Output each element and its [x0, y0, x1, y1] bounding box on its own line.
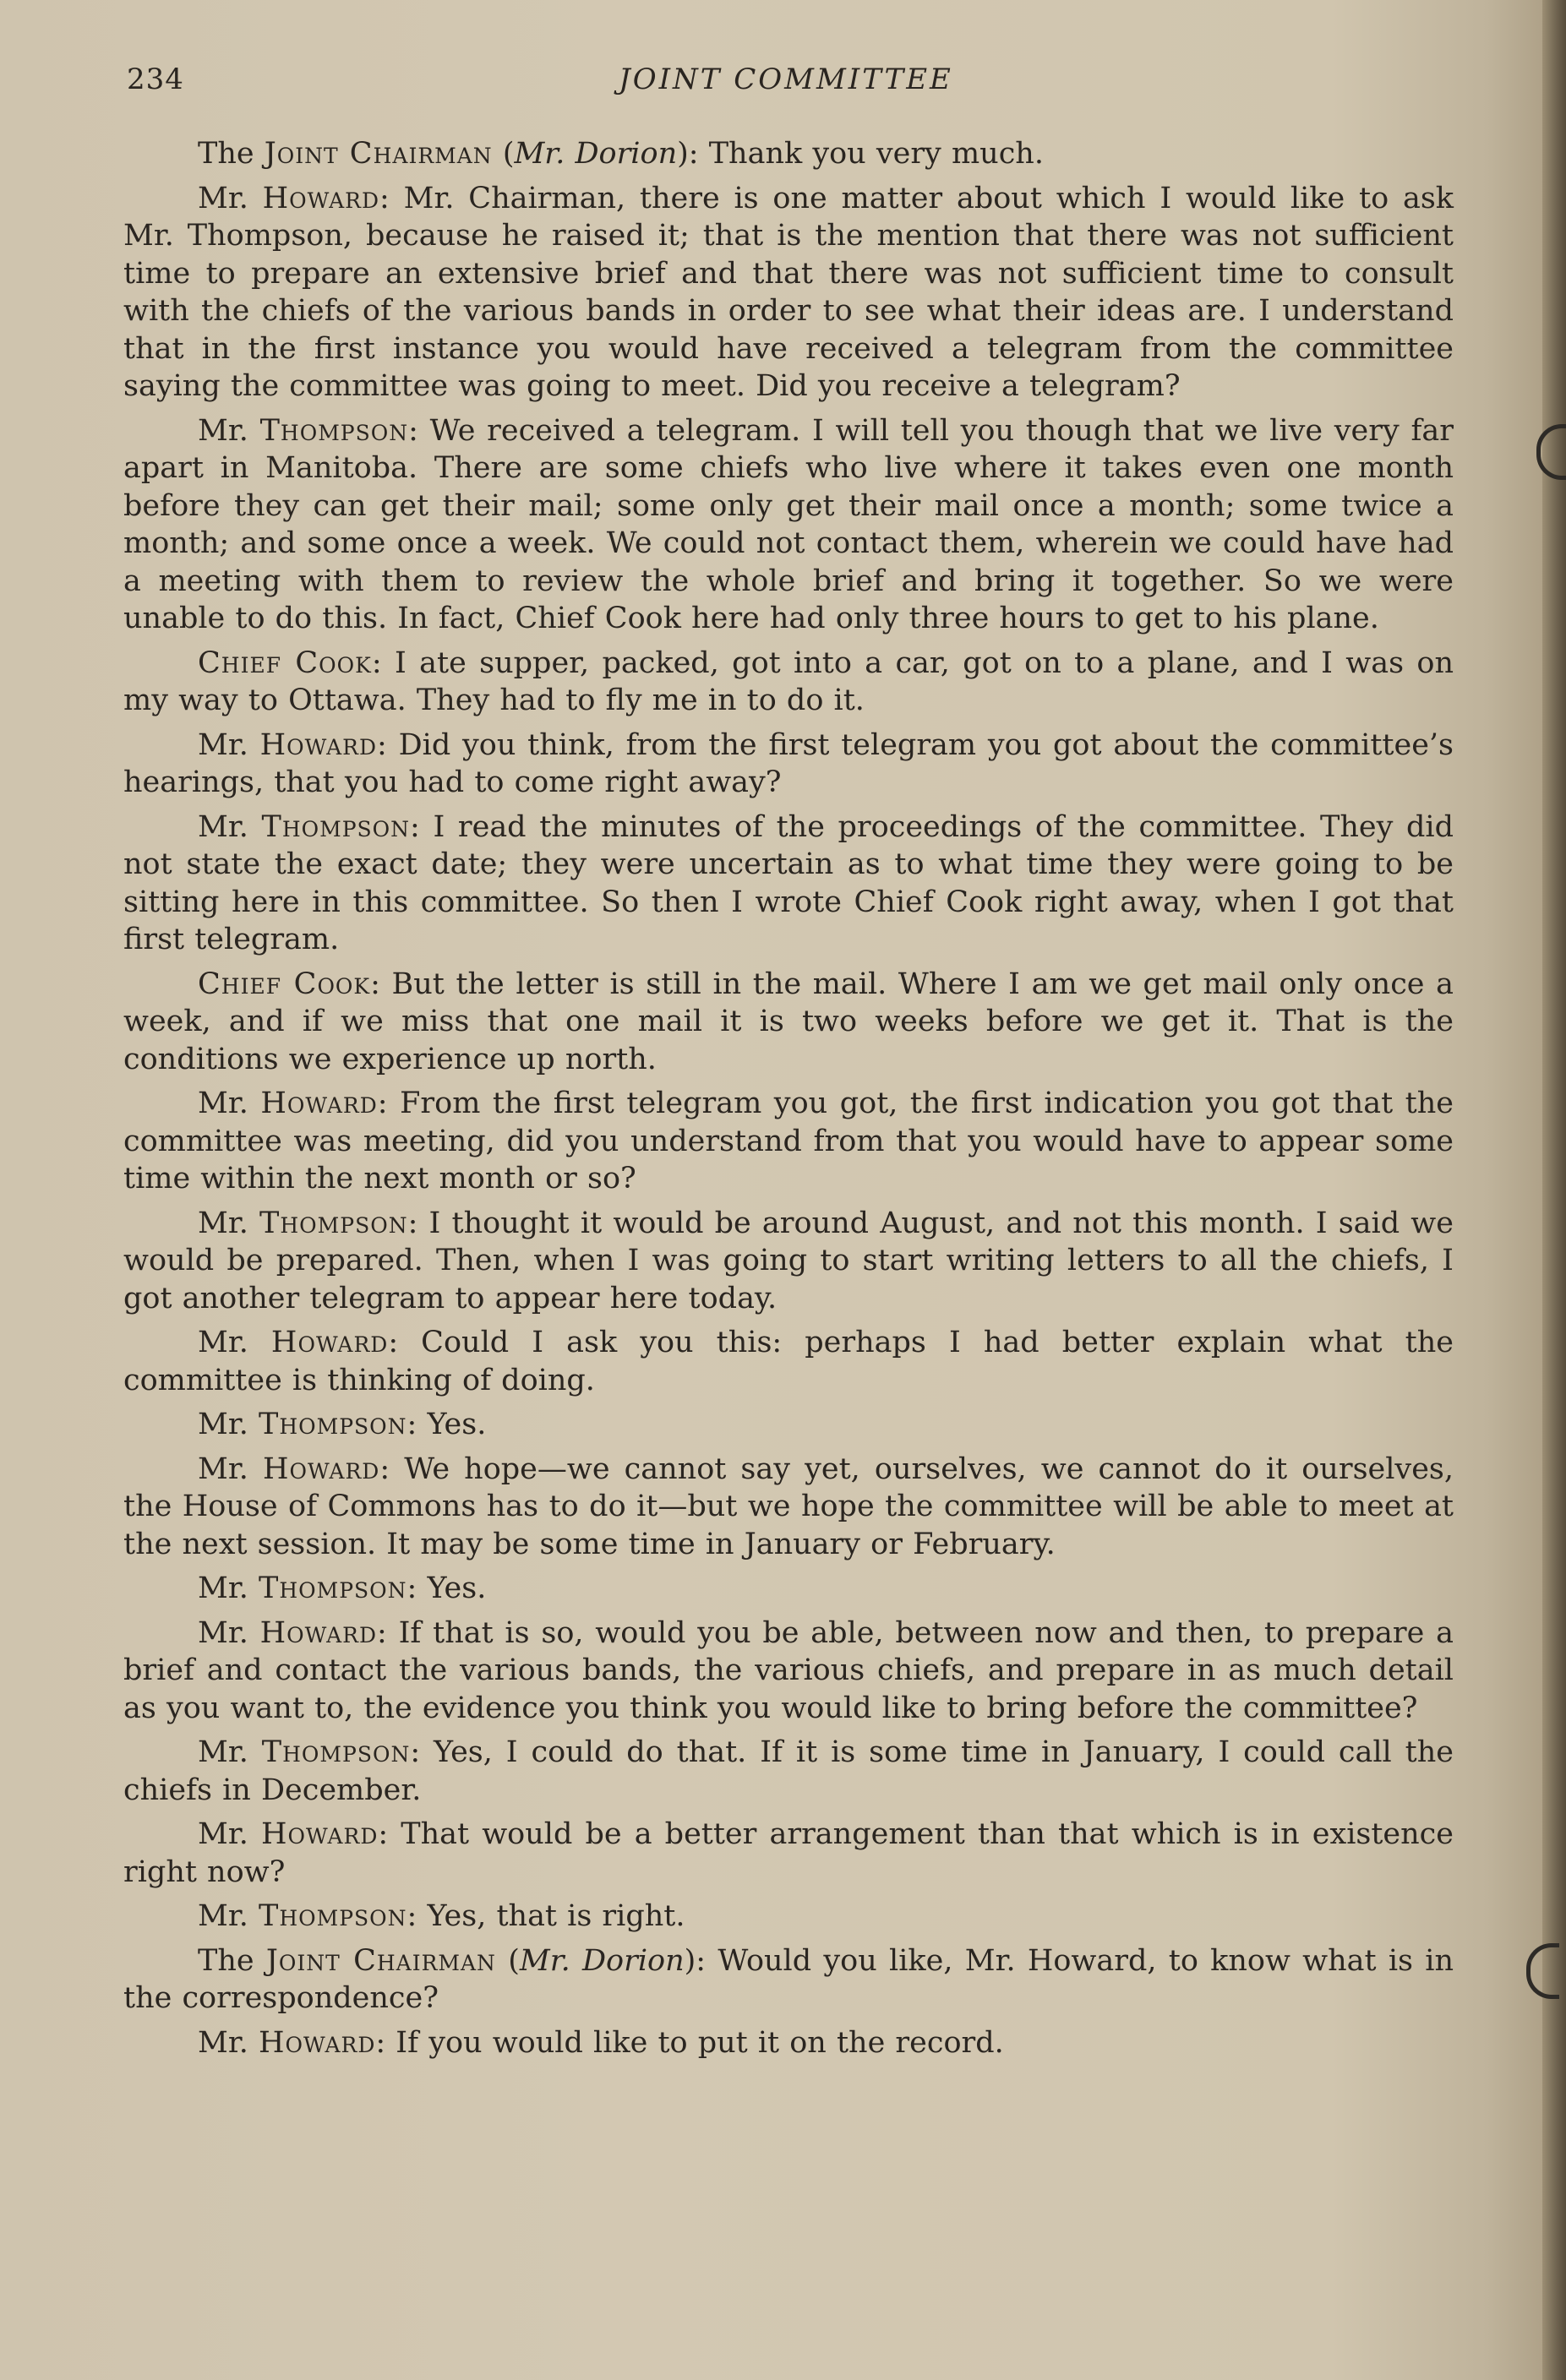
speech-text: Yes, that is right.: [427, 1899, 685, 1933]
speech-paragraph: Mr. Thompson: I thought it would be around August, and not this month. I said we would be prepared. Then, when I was going to start writing letters to all the chiefs, I got another telegram to appear here today.: [123, 1206, 1454, 1315]
speech-paragraph: The Joint Chairman (Mr. Dorion): Thank you very much.: [198, 137, 1044, 171]
speech-text: If you would like to put it on the record.: [396, 2025, 1004, 2060]
speech-paragraph: Chief Cook: But the letter is still in the mail. Where I am we get mail only once a week, and if we miss that one mail it is two weeks before we get it. That is the conditions we experience up north.: [123, 967, 1454, 1076]
speech-paragraph: Mr. Howard: Mr. Chairman, there is one matter about which I would like to ask Mr. Thompson, because he raised it; that is the mention that there was not sufficient time to prepare an extensive brief and that there was not sufficient time to consult with the chiefs of the various bands in order to see what their ideas are. I understand that in the first instance you would have received a telegram from the committee saying the committee was going to meet. Did you receive a telegram?: [123, 181, 1454, 403]
speaker-name: Joint Chairman: [264, 137, 493, 171]
speaker-name: Chief Cook: [198, 967, 371, 1001]
speech-paragraph: Mr. Thompson: Yes, that is right.: [198, 1899, 685, 1933]
speaker-prefix: The: [198, 137, 265, 171]
speech-paragraph: Mr. Howard: If you would like to put it on the record.: [198, 2025, 1004, 2060]
speech-text: I thought it would be around August, and not this month. I said we would be prepared. Then, when I was going to start writing letters to all the chiefs, I got another telegram to appear here today.: [123, 1206, 1454, 1315]
speaker-name: Howard: [258, 2025, 376, 2060]
speaker-name: Thompson: [259, 1206, 408, 1240]
speaker-name: Howard: [259, 727, 378, 762]
speaker-name: Thompson: [261, 809, 411, 844]
speaker-name: Howard: [262, 181, 380, 215]
speaker-name-detail: Mr. Dorion: [519, 1943, 685, 1978]
speech-paragraph: Mr. Howard: Could I ask you this: perhaps I had better explain what the committee is thinking of doing.: [123, 1326, 1454, 1397]
speaker-name: Howard: [262, 1451, 380, 1486]
speech-text: Yes.: [427, 1571, 487, 1605]
transcript-body: [123, 135, 1454, 2068]
speech-paragraph: Mr. Howard: That would be a better arrangement than that which is in existence right now?: [123, 1817, 1454, 1889]
page-edge: [1542, 0, 1566, 2380]
speaker-name: Howard: [259, 1615, 378, 1650]
speech-paragraph: Mr. Thompson: Yes.: [198, 1571, 487, 1605]
speaker-prefix: Mr.: [198, 413, 260, 448]
speaker-prefix: Mr.: [198, 1326, 271, 1359]
speaker-prefix: Mr.: [198, 1735, 262, 1769]
speech-text: I ate supper, packed, got into a car, got on to a plane, and I was on my way to Ottawa. They had to fly me in to do it.: [123, 645, 1454, 717]
speech-paragraph: Mr. Howard: If that is so, would you be able, between now and then, to prepare a brief and contact the various bands, the various chiefs, and prepare in as much detail as you want to, the evidence you think you would like to bring before the committee?: [123, 1615, 1454, 1725]
speaker-prefix: Mr.: [198, 1817, 261, 1851]
page-header: [127, 59, 1445, 101]
speech-paragraph: Mr. Thompson: Yes.: [198, 1408, 487, 1441]
speech-text: Thank you very much.: [708, 137, 1044, 171]
speaker-name: Howard: [260, 1817, 379, 1851]
speaker-prefix: Mr.: [198, 1899, 259, 1933]
speaker-name-detail: Mr. Dorion: [514, 137, 678, 171]
speech-text: But the letter is still in the mail. Where I am we get mail only once a week, and if we miss that one mail it is two weeks before we get it. That is the conditions we experience up north.: [123, 967, 1454, 1076]
speaker-prefix: Mr.: [198, 727, 260, 762]
speech-text: I read the minutes of the proceedings of the committee. They did not state the exact date; they were uncertain as to what time they were going to be sitting here in this committee. So then I wrote Chief Cook right away, when I got that first telegram.: [123, 809, 1454, 956]
speech-text: Yes, I could do that. If it is some time in January, I could call the chiefs in December.: [123, 1735, 1454, 1807]
speaker-prefix: Mr.: [198, 1408, 259, 1441]
speech-text: If that is so, would you be able, between now and then, to prepare a brief and contact the various bands, the various chiefs, and prepare in as much detail as you want to, the evidence you think you would like to bring before the committee?: [123, 1615, 1454, 1725]
speech-paragraph: The Joint Chairman (Mr. Dorion): Would you like, Mr. Howard, to know what is in the correspondence?: [123, 1943, 1454, 2015]
speaker-name: Thompson: [259, 413, 409, 448]
speaker-name: Howard: [270, 1326, 389, 1359]
speaker-name: Thompson: [258, 1899, 407, 1933]
speaker-prefix: Mr.: [198, 1571, 259, 1605]
speech-paragraph: Mr. Howard: Did you think, from the first telegram you got about the committee’s hearings, that you had to come right away?: [123, 727, 1454, 799]
speaker-name: Howard: [260, 1087, 378, 1120]
speaker-name: Joint Chairman: [265, 1943, 496, 1978]
speaker-prefix: Mr.: [198, 2025, 259, 2060]
speech-text: From the first telegram you got, the first indication you got that the committee was meeting, did you understand from that you would have to appear some time within the next month or so?: [123, 1087, 1454, 1195]
page-number: 234: [127, 63, 184, 96]
speech-text: Would you like, Mr. Howard, to know what is in the correspondence?: [123, 1943, 1454, 2015]
speech-text: We received a telegram. I will tell you though that we live very far apart in Manitoba. There are some chiefs who live where it takes even one month before they can get their mail; some only get their mail once a month; some twice a month; and some once a week. We could not contact them, wherein we could have had a meeting with them to review the whole brief and bring it together. So we were unable to do this. In fact, Chief Cook here had only three hours to get to his plane.: [123, 413, 1454, 635]
speech-text: Did you think, from the first telegram you got about the committee’s hearings, that you had to come right away?: [123, 727, 1454, 799]
speaker-prefix: Mr.: [198, 181, 263, 215]
speech-paragraph: Mr. Thompson: Yes, I could do that. If it is some time in January, I could call the chiefs in December.: [123, 1735, 1454, 1807]
speaker-prefix: The: [198, 1943, 266, 1978]
speaker-name: Chief Cook: [198, 645, 372, 680]
speech-text: Mr. Chairman, there is one matter about which I would like to ask Mr. Thompson, because he raised it; that is the mention that there was not sufficient time to prepare an extensive brief and that there was not sufficient time to consult with the chiefs of the various bands in order to see what their ideas are. I understand that in the first instance you would have received a telegram from the committee saying the committee was going to meet. Did you receive a telegram?: [123, 181, 1454, 403]
speaker-name: Thompson: [261, 1735, 411, 1769]
speech-text: Could I ask you this: perhaps I had better explain what the committee is thinking of doing.: [123, 1326, 1454, 1397]
speech-paragraph: Mr. Thompson: We received a telegram. I will tell you though that we live very far apart in Manitoba. There are some chiefs who live where it takes even one month before they can get their mail; some only get their mail once a month; some twice a month; and some once a week. We could not contact them, wherein we could have had a meeting with them to review the whole brief and bring it together. So we were unable to do this. In fact, Chief Cook here had only three hours to get to his plane.: [123, 413, 1454, 635]
speech-paragraph: Mr. Howard: We hope—we cannot say yet, ourselves, we cannot do it ourselves, the House of Commons has to do it—but we hope the committee will be able to meet at the next session. It may be some time in January or February.: [123, 1451, 1454, 1561]
speech-text: Yes.: [427, 1408, 487, 1441]
speech-text: We hope—we cannot say yet, ourselves, we cannot do it ourselves, the House of Commons has to do it—but we hope the committee will be able to meet at the next session. It may be some time in January or February.: [123, 1451, 1454, 1561]
speech-text: That would be a better arrangement than that which is in existence right now?: [123, 1817, 1454, 1889]
speaker-prefix: Mr.: [198, 1451, 263, 1486]
speech-paragraph: Mr. Howard: From the first telegram you got, the first indication you got that the committee was meeting, did you understand from that you would have to appear some time within the next month or so?: [123, 1087, 1454, 1195]
speaker-prefix: Mr.: [198, 1615, 260, 1650]
speaker-prefix: Mr.: [198, 1206, 260, 1240]
speech-paragraph: Mr. Thompson: I read the minutes of the proceedings of the committee. They did not state the exact date; they were uncertain as to what time they were going to be sitting here in this committee. So then I wrote Chief Cook right away, when I got that first telegram.: [123, 809, 1454, 956]
speaker-prefix: Mr.: [198, 1087, 261, 1120]
running-head: JOINT COMMITTEE: [619, 63, 953, 96]
speaker-name: Thompson: [258, 1571, 407, 1605]
speaker-name: Thompson: [258, 1408, 407, 1441]
speech-paragraph: Chief Cook: I ate supper, packed, got into a car, got on to a plane, and I was on my way to Ottawa. They had to fly me in to do it.: [123, 645, 1454, 717]
speaker-prefix: Mr.: [198, 809, 262, 844]
